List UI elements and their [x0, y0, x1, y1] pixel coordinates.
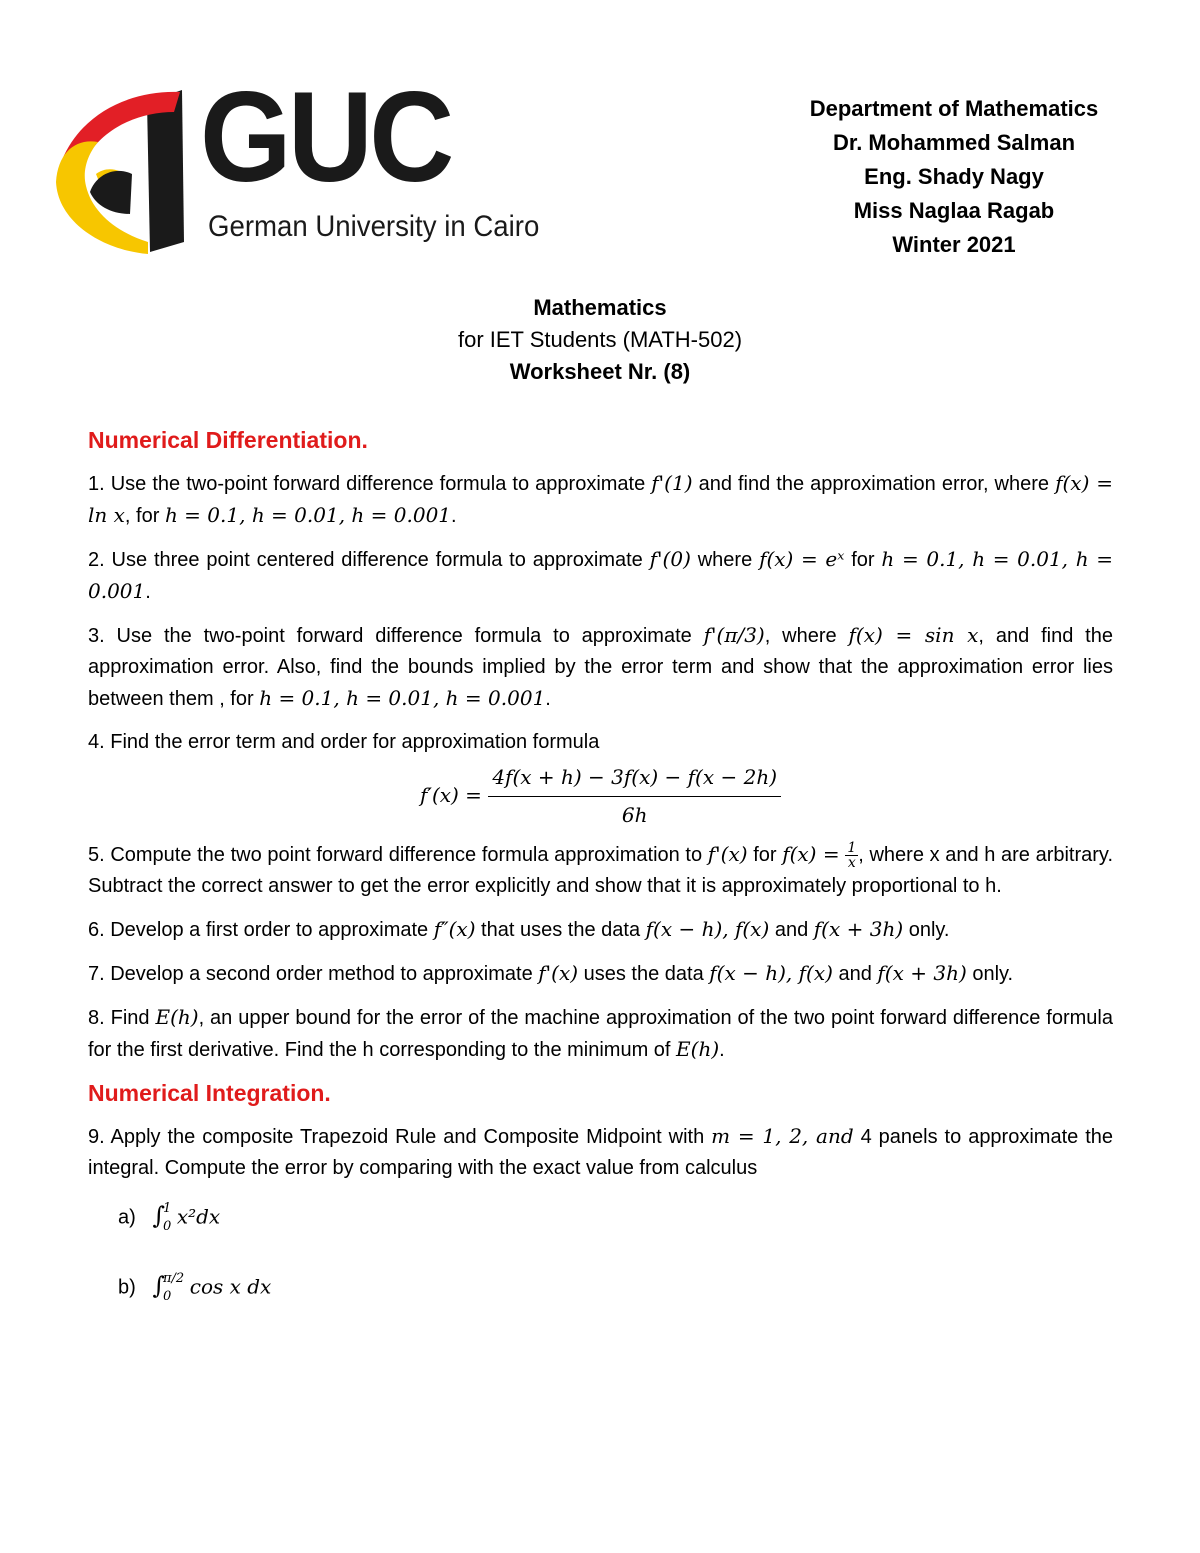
question-text: 7. Develop a second order method to approximate	[88, 963, 539, 985]
staff-name: Eng. Shady Nagy	[864, 164, 1044, 189]
formula-lhs: f′(x) =	[420, 783, 482, 807]
question-text: uses the data	[578, 963, 710, 985]
department-header	[760, 92, 1148, 262]
integrand: cos x dx	[189, 1274, 272, 1299]
question-text: and	[769, 919, 814, 941]
question-3	[88, 620, 1113, 715]
course-audience: for IET Students (MATH-502)	[457, 327, 743, 352]
guc-logo	[52, 66, 540, 257]
worksheet-body	[88, 425, 1113, 1306]
section-heading-differentiation: Numerical Differentiation.	[88, 427, 368, 453]
question-text: , for	[124, 505, 165, 527]
question-1	[88, 468, 1113, 532]
fraction-numerator: 4f(x + h) − 3f(x) − f(x − 2h)	[488, 762, 781, 797]
question-text: 5. Compute the two point forward difference formula approximation to	[88, 844, 708, 866]
question-text: 9. Apply the composite Trapezoid Rule and Composite Midpoint with	[88, 1126, 712, 1148]
lower-limit: 0	[162, 1289, 172, 1304]
guc-emblem-icon	[52, 82, 202, 257]
question-text: only.	[966, 963, 1014, 985]
question-text: , where x and h are arbitrary. Subtract the correct answer to get the error explicitly and show that it is approximately proportional to h.	[88, 844, 1113, 897]
formula-fraction	[488, 762, 781, 831]
staff-name: Miss Naglaa Ragab	[853, 198, 1055, 223]
part-label: a)	[118, 1206, 136, 1229]
question-5	[88, 839, 1113, 902]
question-text: and find the approximation error, where	[692, 473, 1056, 495]
question-7	[88, 958, 1113, 990]
question-text: and	[832, 963, 878, 985]
section-heading-integration: Numerical Integration.	[88, 1080, 331, 1106]
math-expression: E(h)	[155, 1005, 199, 1029]
logo-subtitle: German University in Cairo	[208, 210, 540, 243]
integrand: x²dx	[176, 1204, 221, 1229]
inline-fraction	[845, 841, 858, 870]
question-text: only.	[903, 919, 950, 941]
question-text: , and find the approximation error. Also, find the bounds implied by the error term and show that the approximation error lies between them , for	[88, 625, 1113, 710]
lower-limit: 0	[162, 1219, 172, 1234]
question-text: 2. Use three point centered difference formula to approximate	[88, 549, 650, 571]
worksheet-number: Worksheet Nr. (8)	[509, 359, 691, 384]
question-text: 1. Use the two-point forward difference formula to approximate	[88, 473, 652, 495]
question-text: 8. Find	[88, 1007, 156, 1029]
question-text: .	[719, 1039, 725, 1061]
question-text: , where	[764, 625, 849, 647]
fraction-denominator: 6h	[621, 803, 648, 827]
question-text: where	[690, 549, 760, 571]
integral-part-a	[118, 1200, 1113, 1236]
fraction-numerator: 1	[847, 840, 857, 857]
math-expression: f'(1)	[651, 471, 693, 495]
fraction-denominator: x	[847, 855, 856, 872]
integral-limits	[163, 1200, 171, 1236]
question-text: for	[844, 549, 882, 571]
math-expression: m = 1, 2, and	[711, 1124, 854, 1148]
math-expression: f(x − h), f(x)	[645, 917, 770, 941]
math-expression: h = 0.1, h = 0.01, h = 0.001	[164, 503, 452, 527]
math-expression: f(x) =	[782, 842, 840, 866]
logo-wordmark: GUC	[200, 66, 451, 209]
formula-display	[88, 762, 1113, 831]
math-expression: f(x) = ln x	[88, 471, 1113, 527]
math-expression: f'(0)	[649, 547, 691, 571]
question-text: .	[545, 688, 551, 710]
department-name: Department of Mathematics	[809, 96, 1099, 121]
question-text: 6. Develop a first order to approximate	[88, 919, 434, 941]
question-text: for	[747, 844, 783, 866]
upper-limit: π/2	[162, 1271, 185, 1286]
question-text: that uses the data	[475, 919, 646, 941]
question-text: , an upper bound for the error of the machine approximation of the two point forward difference formula for the first derivative. Find the h corresponding to the minimum of	[88, 1007, 1113, 1061]
course-title: Mathematics	[533, 295, 667, 320]
question-2	[88, 544, 1113, 608]
math-expression: f(x + 3h)	[877, 961, 967, 985]
integral-part-b	[118, 1270, 1113, 1306]
math-expression: h = 0.1, h = 0.01, h = 0.001	[259, 686, 546, 710]
math-expression: f'(x)	[707, 842, 748, 866]
math-expression: f″(x)	[433, 917, 476, 941]
question-4	[88, 727, 1113, 758]
math-expression: f(x) = sin x	[848, 623, 979, 647]
question-9	[88, 1121, 1113, 1184]
worksheet-title	[300, 292, 900, 388]
part-label: b)	[118, 1276, 136, 1299]
upper-limit: 1	[162, 1201, 172, 1216]
question-text: 4 panels to approximate the integral. Compute the error by comparing with the exact value from calculus	[88, 1126, 1114, 1179]
math-expression: E(h)	[676, 1037, 720, 1061]
question-6	[88, 914, 1113, 946]
question-text: 3. Use the two-point forward difference formula to approximate	[88, 625, 704, 647]
math-expression: f'(π/3)	[703, 623, 765, 647]
term: Winter 2021	[892, 232, 1016, 257]
question-text: .	[451, 505, 457, 527]
integral-limits	[163, 1270, 184, 1306]
staff-name: Dr. Mohammed Salman	[832, 130, 1076, 155]
math-expression: f(x − h), f(x)	[709, 961, 833, 985]
math-expression: h = 0.1, h = 0.01, h = 0.001	[88, 547, 1113, 603]
math-expression: f'(x)	[538, 961, 579, 985]
integral-sign-icon: ∫	[152, 1201, 165, 1230]
question-text: 4. Find the error term and order for approximation formula	[88, 731, 600, 753]
math-expression: f(x + 3h)	[813, 917, 904, 941]
question-8	[88, 1002, 1113, 1066]
integral-sign-icon: ∫	[152, 1271, 165, 1300]
question-text: .	[145, 581, 151, 603]
math-expression: f(x) = eˣ	[759, 547, 845, 571]
